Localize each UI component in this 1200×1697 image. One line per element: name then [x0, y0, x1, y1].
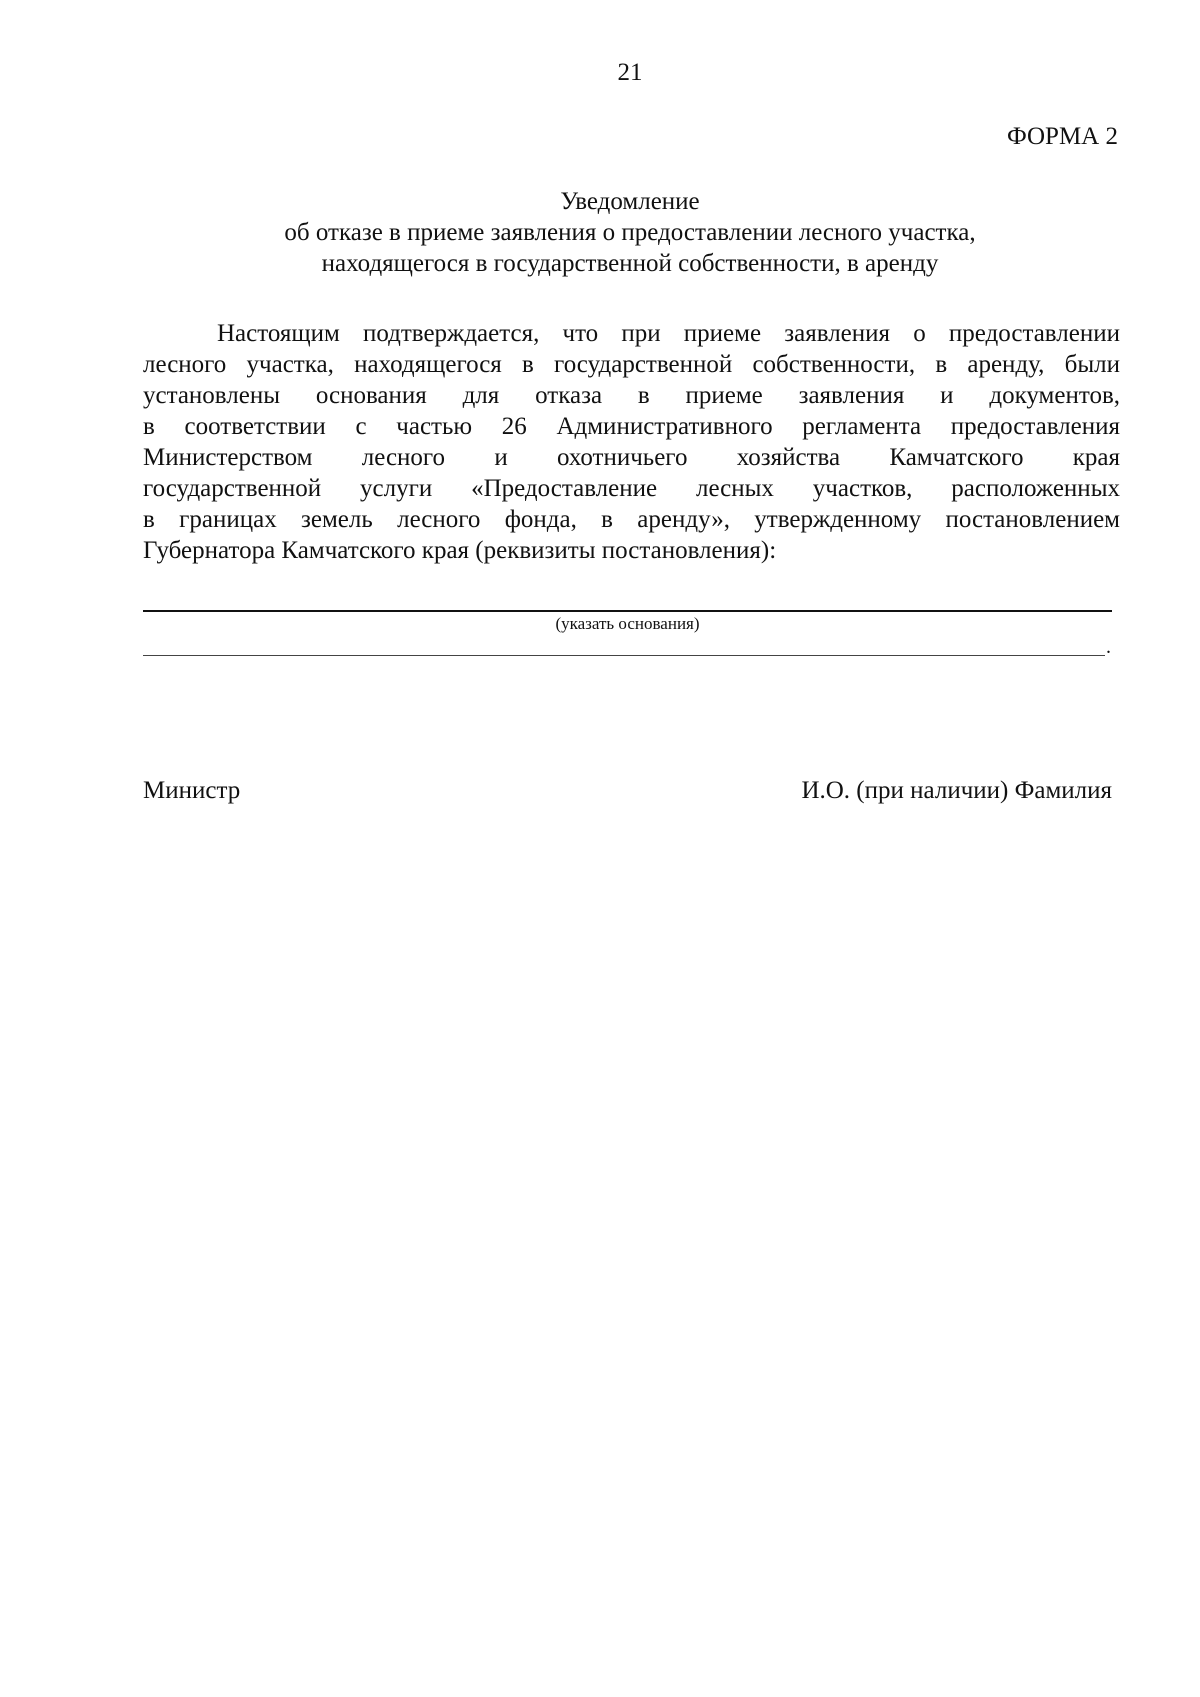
form-label: ФОРМА 2 — [1006, 123, 1118, 150]
body-line: лесного участка, находящегося в государственной собственности, в аренду, были — [143, 351, 1120, 378]
reason-caption: (указать основания) — [555, 614, 700, 633]
body-line: в границах земель лесного фонда, в аренду», утвержденному постановлением — [143, 506, 1120, 533]
reason-fill-line — [143, 610, 1112, 612]
body-line: Министерством лесного и охотничьего хозяйства Камчатского края — [143, 444, 1120, 471]
document-title — [140, 186, 1120, 279]
title-subheading-line-1: об отказе в приеме заявления о предоставлении лесного участка, — [284, 219, 976, 246]
title-heading: Уведомление — [560, 188, 700, 215]
body-line: установлены основания для отказа в приеме заявления и документов, — [143, 382, 1120, 409]
body-line: государственной услуги «Предоставление лесных участков, расположенных — [143, 475, 1120, 502]
body-line: Губернатора Камчатского края (реквизиты постановления): — [143, 537, 777, 564]
reason-fill-line-2 — [143, 655, 1105, 656]
signer-name: И.О. (при наличии) Фамилия — [801, 777, 1112, 804]
body-paragraph — [143, 318, 1120, 566]
trailing-period: . — [1106, 636, 1111, 658]
body-line: Настоящим подтверждается, что при приеме заявления о предоставлении — [217, 320, 1120, 347]
title-subheading-line-2: находящегося в государственной собственности, в аренду — [321, 250, 939, 277]
signer-title: Министр — [143, 777, 241, 804]
body-line: в соответствии с частью 26 Административного регламента предоставления — [143, 413, 1120, 440]
page-number: 21 — [617, 59, 643, 86]
